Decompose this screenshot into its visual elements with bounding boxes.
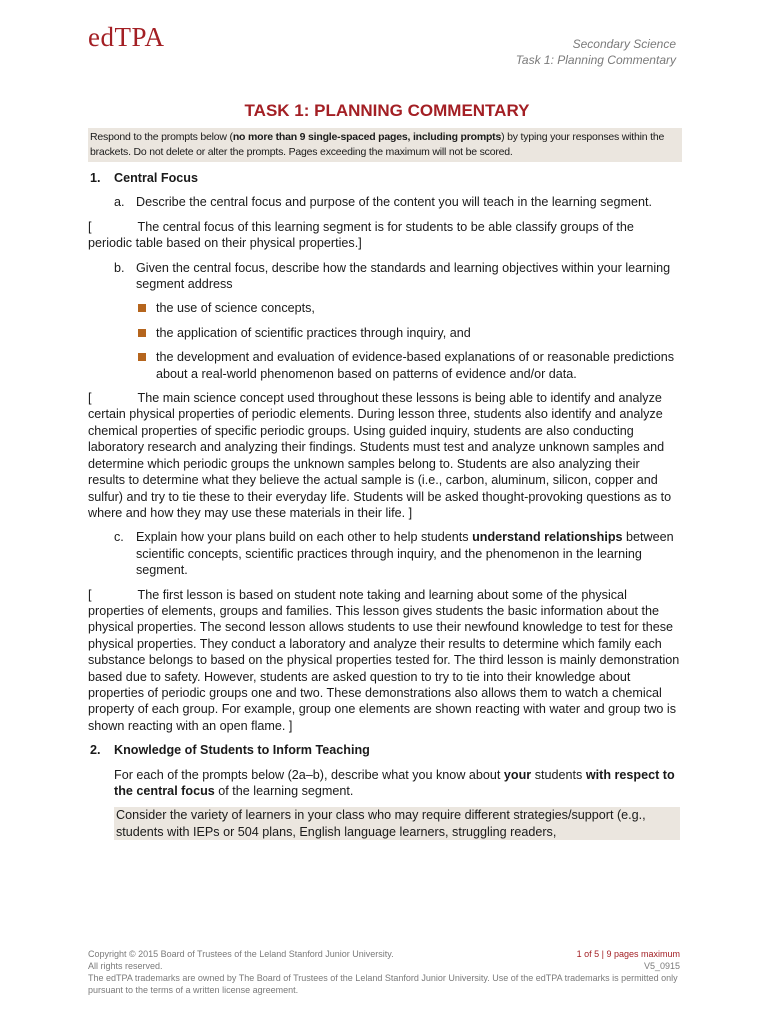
section-2-shaded-prompt: Consider the variety of learners in your class who may require different strategies/support (e.g., students with IEPs or 504 plans, English language learners, struggling readers,	[114, 807, 680, 840]
instructions-text-1: Respond to the prompts below (	[90, 131, 233, 143]
instructions-text-2: ) by typing your responses within the brackets. Do not delete or alter the prompts. Pages exceeding the maximum will not be scored.	[90, 131, 665, 158]
prompt-letter: a.	[114, 195, 125, 210]
footer-copyright: Copyright © 2015 Board of Trustees of the Leland Stanford Junior University.	[88, 949, 394, 959]
prompt-text	[136, 529, 680, 578]
footer-trademark: The edTPA trademarks are owned by The Board of Trustees of the Leland Stanford Junior University. Use of the edTPA trademarks is permitted only pursuant to the terms of a written license agreement.	[88, 973, 678, 995]
response-2[interactable]	[88, 390, 680, 521]
response-text[interactable]: The first lesson is based on student note taking and learning about some of the physical properties of elements, groups and families. This lesson gives students the basic information about the physical properties. The second lesson allows students to use their newfound knowledge to test for these physical properties. They conduct a laboratory and analyze their results to determine which family each substance belongs to based on the physical properties tested for. The third lesson is mainly demonstration based due to safety. However, students are asked question to try to tie into their knowledge about properties of periodic groups one and two. These demonstrations also allows them to watch a chemical property of each group. For example, group one elements are shown reacting with water and group two is shown reacting with an open flame. ]	[88, 587, 680, 733]
page-title: TASK 1: PLANNING COMMENTARY	[244, 101, 530, 120]
bullet-text: the use of science concepts,	[156, 301, 315, 316]
prompt-letter: c.	[114, 530, 124, 545]
section-2-intro	[114, 767, 680, 800]
page-footer	[88, 948, 680, 996]
page-count: 1 of 5 | 9 pages maximum	[576, 949, 680, 959]
square-bullet-icon	[138, 329, 146, 337]
bullet-item	[134, 300, 680, 316]
response-text[interactable]: The main science concept used throughout these lessons is being able to identify and analyze certain physical properties of periodic elements. During lesson three, students also identify and analyze chemical properties of specific periodic groups. Using guided inquiry, students are also conducting laboratory research and analyzing their findings. Students must test and analyze unknown samples and determine which periodic groups the unknown samples belong to. Students are also analyzing their results to determine what they believe the actual sample is (i.e., carbon, aluminum, silicon, copper and sulfur) and try to tie these to their everyday life. Students will be asked thought-provoking questions as to where and how they may use these materials in their life. ]	[88, 391, 672, 520]
section-title: Knowledge of Students to Inform Teaching	[114, 743, 370, 758]
intro-text-1: For each of the prompts below (2a–b), describe what you know about	[114, 767, 504, 782]
bullet-item	[134, 325, 680, 341]
header-subject: Secondary Science	[572, 37, 676, 51]
prompt-letter: b.	[114, 260, 125, 275]
footer-rights: All rights reserved.	[88, 961, 163, 971]
bullet-text: the development and evaluation of evidence-based explanations of or reasonable predictions about a real-world phenomenon based on patterns of evidence and/or data.	[156, 350, 675, 381]
section-number: 1.	[90, 171, 101, 185]
prompt-text-post: between scientific concepts, scientific practices through inquiry, and the phenomenon in the learning segment.	[136, 530, 674, 578]
running-header	[516, 36, 676, 68]
response-1[interactable]	[88, 219, 680, 252]
intro-bold-1: your	[503, 767, 532, 782]
bullet-text: the application of scientific practices through inquiry, and	[156, 325, 471, 340]
square-bullet-icon	[138, 304, 146, 312]
intro-bold-2: with respect to the central focus	[114, 767, 675, 798]
instructions-bold: no more than 9 single-spaced pages, including prompts	[232, 131, 502, 143]
prompt-b	[114, 260, 680, 293]
instructions-box	[88, 128, 682, 162]
bullet-item	[134, 349, 680, 382]
open-bracket: [	[88, 391, 92, 406]
response-3[interactable]	[88, 587, 680, 735]
document-body	[88, 170, 680, 840]
section-heading-1	[90, 170, 680, 186]
square-bullet-icon	[138, 353, 146, 361]
prompt-c	[114, 529, 680, 578]
intro-text-2: students	[531, 767, 586, 782]
prompt-text: Given the central focus, describe how the standards and learning objectives within your learning segment address	[136, 260, 671, 292]
open-bracket: [	[88, 587, 92, 602]
section-heading-2	[90, 742, 680, 758]
prompt-text: Describe the central focus and purpose of the content you will teach in the learning segment.	[136, 195, 652, 210]
prompt-text-bold: understand relationships	[472, 530, 623, 545]
response-text[interactable]: The central focus of this learning segment is for students to be able classify groups of the periodic table based on their physical properties.]	[88, 219, 634, 251]
header-task: Task 1: Planning Commentary	[515, 53, 676, 67]
edtpa-logo: edTPA	[88, 22, 165, 52]
version-label: V5_0915	[643, 961, 680, 971]
section-title: Central Focus	[114, 171, 198, 185]
open-bracket: [	[88, 219, 92, 234]
footer-right	[577, 948, 680, 972]
section-number: 2.	[90, 743, 101, 758]
intro-text-3: of the learning segment.	[214, 784, 354, 798]
prompt-a	[114, 194, 680, 210]
prompt-text-pre: Explain how your plans build on each other to help students	[136, 530, 473, 545]
